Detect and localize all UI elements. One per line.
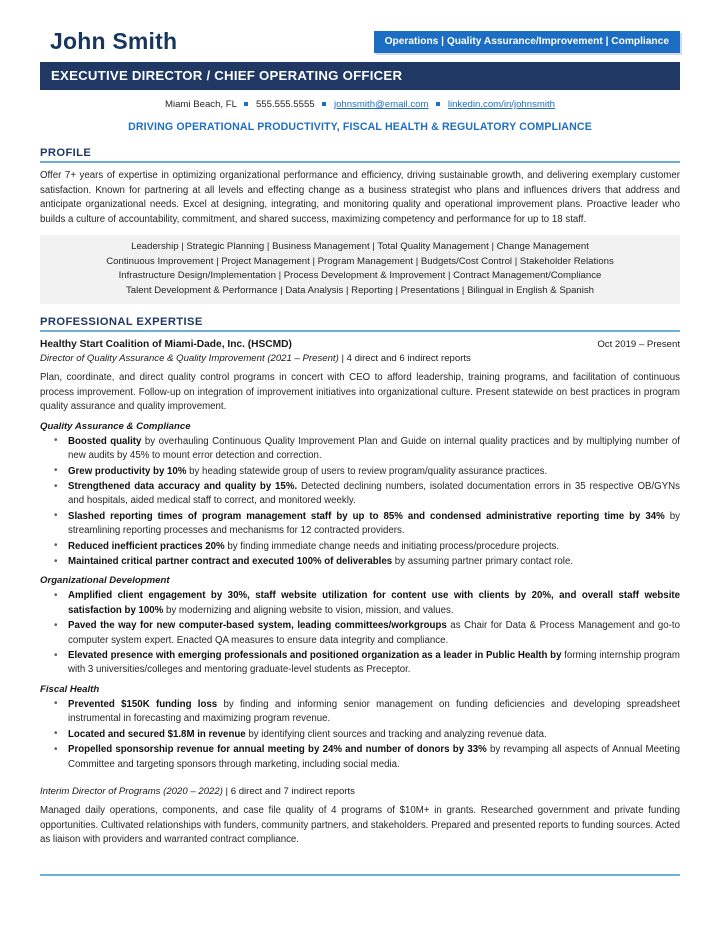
contact-linkedin-link[interactable]: linkedin.com/in/johnsmith [447, 99, 556, 110]
job-role-title: Director of Quality Assurance & Quality Improvement (2021 – Present) [40, 353, 339, 364]
prior-role-reports: | 6 direct and 7 indirect reports [222, 785, 355, 797]
job-role-reports: | 4 direct and 6 indirect reports [338, 353, 471, 364]
job-group-label: Fiscal Health [40, 683, 100, 695]
specialty-banner: Operations | Quality Assurance/Improvement | Compliance [374, 31, 680, 53]
list-item: • Elevated presence with emerging professionals and positioned organization as a leader in Public Health by forming internship program with 3 universities/colleges and mentoring graduate-level students as Preceptor. [40, 649, 680, 678]
job-group [40, 683, 680, 772]
job-header [40, 339, 680, 350]
list-item: • Slashed reporting times of program management staff by up to 85% and condensed administrative reporting time by 34% by streamlining reporting processes and mechanisms for 12 contracted providers. [40, 510, 680, 539]
prior-role-line [40, 785, 680, 798]
job-group-label: Quality Assurance & Compliance [40, 420, 191, 432]
contact-phone: 555.555.5555 [255, 99, 315, 110]
job-group-bullets [40, 435, 680, 570]
competency-line: Continuous Improvement | Project Management | Program Management | Budgets/Cost Control | Stakeholder Relations [106, 255, 614, 267]
profile-text: Offer 7+ years of expertise in optimizing organizational performance and efficiency, driving sustainable growth, and delivering exemplary customer satisfaction. Known for partnering at all levels and effecting change as a business strategist who plans and influences drivers that address and anticipate organizational needs. Excel at designing, integrating, and monitoring quality and operational improvement plans. Proactive leader who builds a culture of accountability, commitment, and shared success, maximizing competency and performance for up to 18 staff. [40, 170, 680, 225]
list-item: • Amplified client engagement by 30%, staff website utilization for content use with clients by 20%, and overall staff website satisfaction by 100% by modernizing and aligning website to vision, mission, and values. [40, 589, 680, 618]
list-item: • Grew productivity by 10% by heading statewide group of users to review program/quality assurance practices. [40, 465, 680, 479]
competency-line: Leadership | Strategic Planning | Business Management | Total Quality Management | Change Management [131, 241, 589, 253]
job-role-line [40, 352, 680, 365]
competency-line: Talent Development & Performance | Data Analysis | Reporting | Presentations | Bilingual in English & Spanish [125, 284, 595, 296]
job-group-bullets [40, 589, 680, 677]
competency-line: Infrastructure Design/Implementation | Process Development & Improvement | Contract Management/Compliance [118, 270, 602, 282]
bottom-divider [40, 874, 680, 876]
bullet-square-icon [322, 102, 326, 106]
contact-line [40, 98, 680, 111]
job-group-label: Organizational Development [40, 575, 170, 587]
list-item: • Prevented $150K funding loss by finding and informing senior management on funding deficiencies and developing spreadsheet instrumental in forecasting and maximizing program revenue. [40, 698, 680, 727]
list-item: • Reduced inefficient practices 20% by finding immediate change needs and initiating process/procedure projects. [40, 540, 680, 554]
job-dates: Oct 2019 – Present [597, 339, 680, 350]
list-item: • Boosted quality by overhauling Continuous Quality Improvement Plan and Guide on internal quality practices and by multiplying number of new audits by 45% to mount error detection and correction. [40, 435, 680, 464]
resume-header [40, 26, 680, 64]
section-heading-experience: PROFESSIONAL EXPERTISE [40, 315, 680, 332]
core-competencies-block [40, 235, 680, 304]
bullet-square-icon [244, 102, 248, 106]
job-group [40, 420, 680, 570]
job-summary: Plan, coordinate, and direct quality control programs in concert with CEO to afford leadership, training programs, and facilitation of continuous process improvement. Follow-up on integration of improvement initiatives into organizational culture. Present statewide on best practices in program quality assurance and quality improvement. [40, 372, 680, 413]
list-item: • Located and secured $1.8M in revenue by identifying client sources and tracking and analyzing revenue data. [40, 728, 680, 742]
list-item: • Propelled sponsorship revenue for annual meeting by 24% and number of donors by 33% by revamping all aspects of Annual Meeting Committee and targeting sponsors through marketing, including social media. [40, 743, 680, 772]
contact-location: Miami Beach, FL [164, 99, 237, 110]
list-item: • Maintained critical partner contract and executed 100% of deliverables by assuming partner primary contact role. [40, 555, 680, 569]
section-heading-profile: PROFILE [40, 146, 680, 163]
candidate-name: John Smith [50, 28, 178, 54]
headline-tagline: DRIVING OPERATIONAL PRODUCTIVITY, FISCAL HEALTH & REGULATORY COMPLIANCE [128, 121, 592, 133]
job-group-bullets [40, 698, 680, 772]
list-item: • Paved the way for new computer-based system, leading committees/workgroups as Chair for Data & Process Management and go-to computer system expert. Enacted QA measures to ensure data integrity and compliance. [40, 619, 680, 648]
contact-email-link[interactable]: johnsmith@email.com [333, 99, 429, 110]
job-company: Healthy Start Coalition of Miami-Dade, Inc. (HSCMD) [40, 339, 292, 350]
job-title-bar: EXECUTIVE DIRECTOR / CHIEF OPERATING OFFICER [40, 62, 680, 90]
list-item: • Strengthened data accuracy and quality by 15%. Detected declining numbers, isolated documentation errors in 35 respective OB/GYNs and hospitals, aided medical staff to correct, and monitored weekly. [40, 480, 680, 509]
prior-role-title: Interim Director of Programs (2020 – 2022) [40, 785, 223, 797]
job-group [40, 574, 680, 677]
bullet-square-icon [436, 102, 440, 106]
experience-entry [40, 339, 680, 848]
prior-role-summary: Managed daily operations, components, and case file quality of 4 programs of $10M+ in grants. Researched government and private funding opportunities. Cultivated relationships with funders, community partners, and stakeholders. Prepared and presented reports to funding sources. Acted as liaison with providers and warranted contract compliance. [40, 804, 680, 846]
